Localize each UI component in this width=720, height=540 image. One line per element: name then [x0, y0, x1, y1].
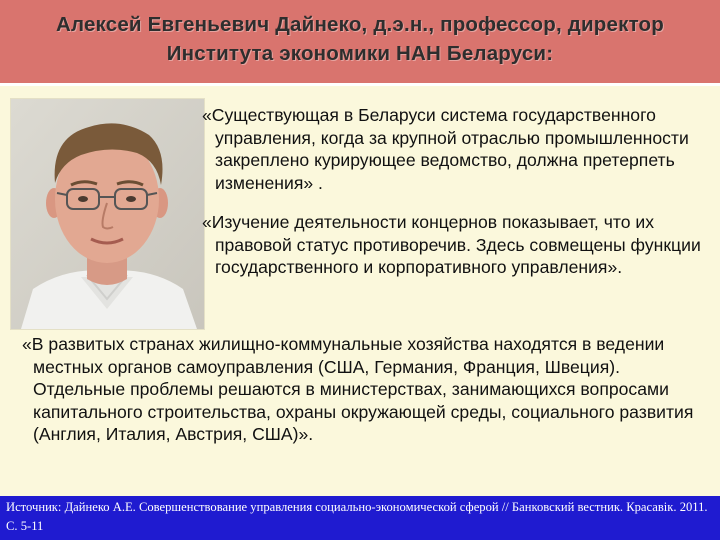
title-line-2: Института экономики НАН Беларуси: [166, 42, 554, 65]
quote-1: «Существующая в Беларуси система государственного управления, когда за крупной отраслью промышленности закреплено курирующее ведомство, должна претерпеть изменения» . [202, 105, 689, 193]
header-divider [0, 83, 720, 86]
title-bar [0, 0, 720, 83]
quote-3: «В развитых странах жилищно-коммунальные хозяйства находятся в ведении местных органов самоуправления (США, Германия, Франция, Швеция). Отдельные проблемы решаются в министерствах, занимающихся вопросами капитального строительства, охраны окружающей среды, социального развития (Англия, Италия, Австрия, США)». [22, 334, 694, 445]
quote-2: «Изучение деятельности концернов показывает, что их правовой статус противоречив. Здесь совмещены функции государственного и корпоративного управления». [202, 212, 701, 278]
portrait-photo [10, 98, 205, 330]
source-citation: Источник: Дайнеко А.Е. Совершенствование управления социально-экономической сферой // Банковский вестник. Красавік. 2011. С. 5-11 [6, 500, 708, 533]
source-footer [0, 496, 720, 540]
title-line-1: Алексей Евгеньевич Дайнеко, д.э.н., профессор, директор [55, 13, 664, 36]
portrait-illustration [11, 99, 204, 329]
